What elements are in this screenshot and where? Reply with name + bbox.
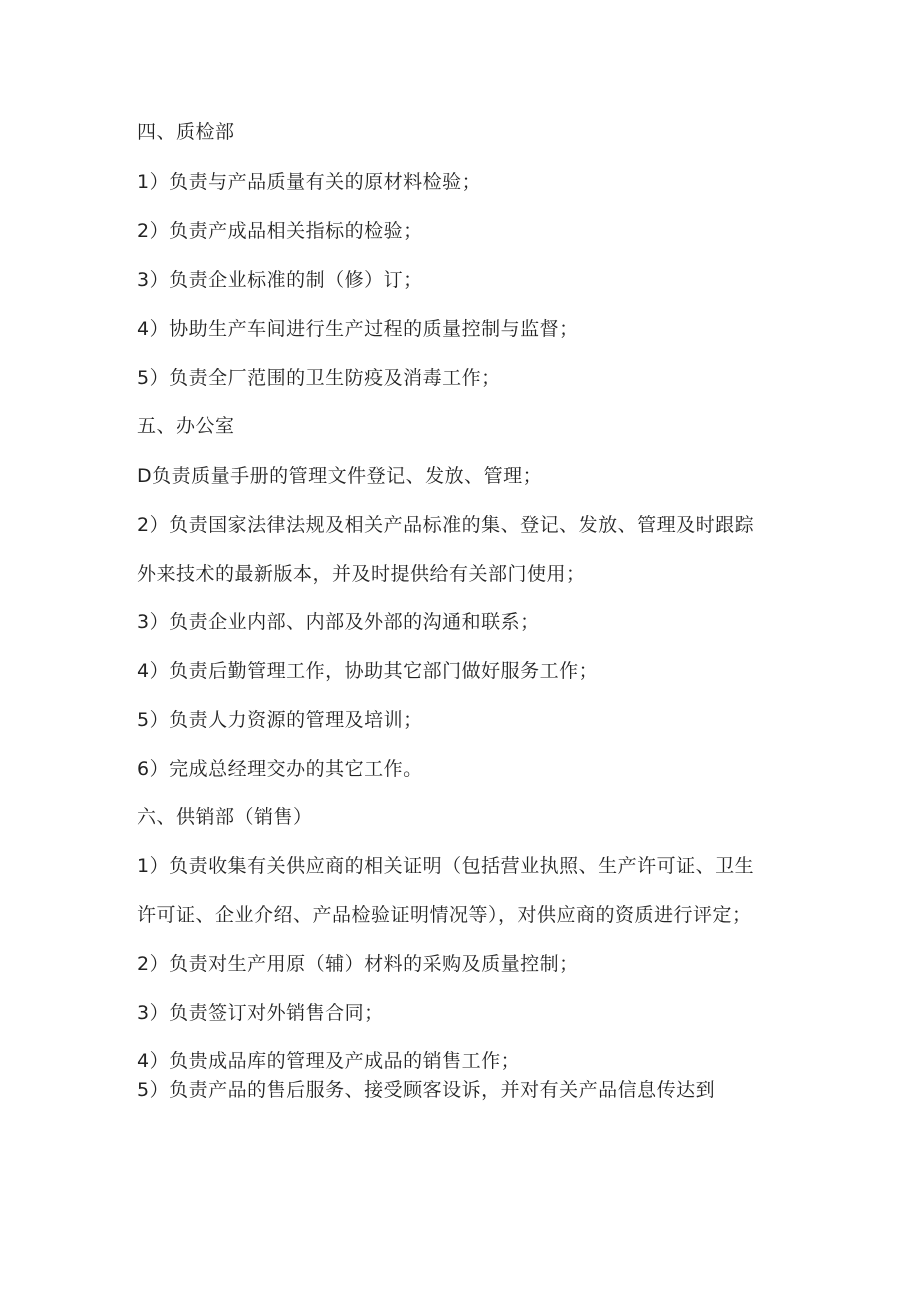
text-line: 4）负贵成品库的管理及产成品的销售工作； <box>137 1050 521 1072</box>
text-line: 4）负责后勤管理工作，协助其它部门做好服务工作； <box>137 660 599 682</box>
text-line: 4）协助生产车间进行生产过程的质量控制与监督； <box>137 318 579 340</box>
section-heading-sales: 六、供销部（销售） <box>137 806 313 828</box>
text-line: 6）完成总经理交办的其它工作。 <box>137 758 423 780</box>
text-line: 3）负责企业标准的制（修）订； <box>137 269 423 291</box>
text-line: 许可证、企业介绍、产品检验证明情况等），对供应商的资质进行评定； <box>137 904 752 926</box>
text-line: 1）负责收集有关供应商的相关证明（包括营业执照、生产许可证、卫生 <box>137 855 755 877</box>
text-line: 2）负责国家法律法规及相关产品标准的集、登记、发放、管理及时跟踪 <box>137 514 755 536</box>
text-line: 5）负责产品的售后服务、接受顾客设诉，并对有关产品信息传达到 <box>137 1079 716 1101</box>
text-line: 外来技术的最新版本，并及时提供给有关部门使用； <box>137 563 586 585</box>
text-line: 2）负责产成品相关指标的检验； <box>137 220 423 242</box>
section-heading-quality: 四、质检部 <box>137 121 235 143</box>
text-line: 5）负责人力资源的管理及培训； <box>137 709 423 731</box>
text-line: 2）负责对生产用原（辅）材料的采购及质量控制； <box>137 953 579 975</box>
text-line: 3）负责签订对外销售合同； <box>137 1002 384 1024</box>
text-line: D负责质量手册的管理文件登记、发放、管理； <box>137 465 543 487</box>
section-heading-office: 五、办公室 <box>137 415 235 437</box>
text-line: 5）负责全厂范围的卫生防疫及消毒工作； <box>137 367 501 389</box>
text-line: 1）负责与产品质量有关的原材料检验； <box>137 171 482 193</box>
text-line: 3）负责企业内部、内部及外部的沟通和联系； <box>137 611 540 633</box>
